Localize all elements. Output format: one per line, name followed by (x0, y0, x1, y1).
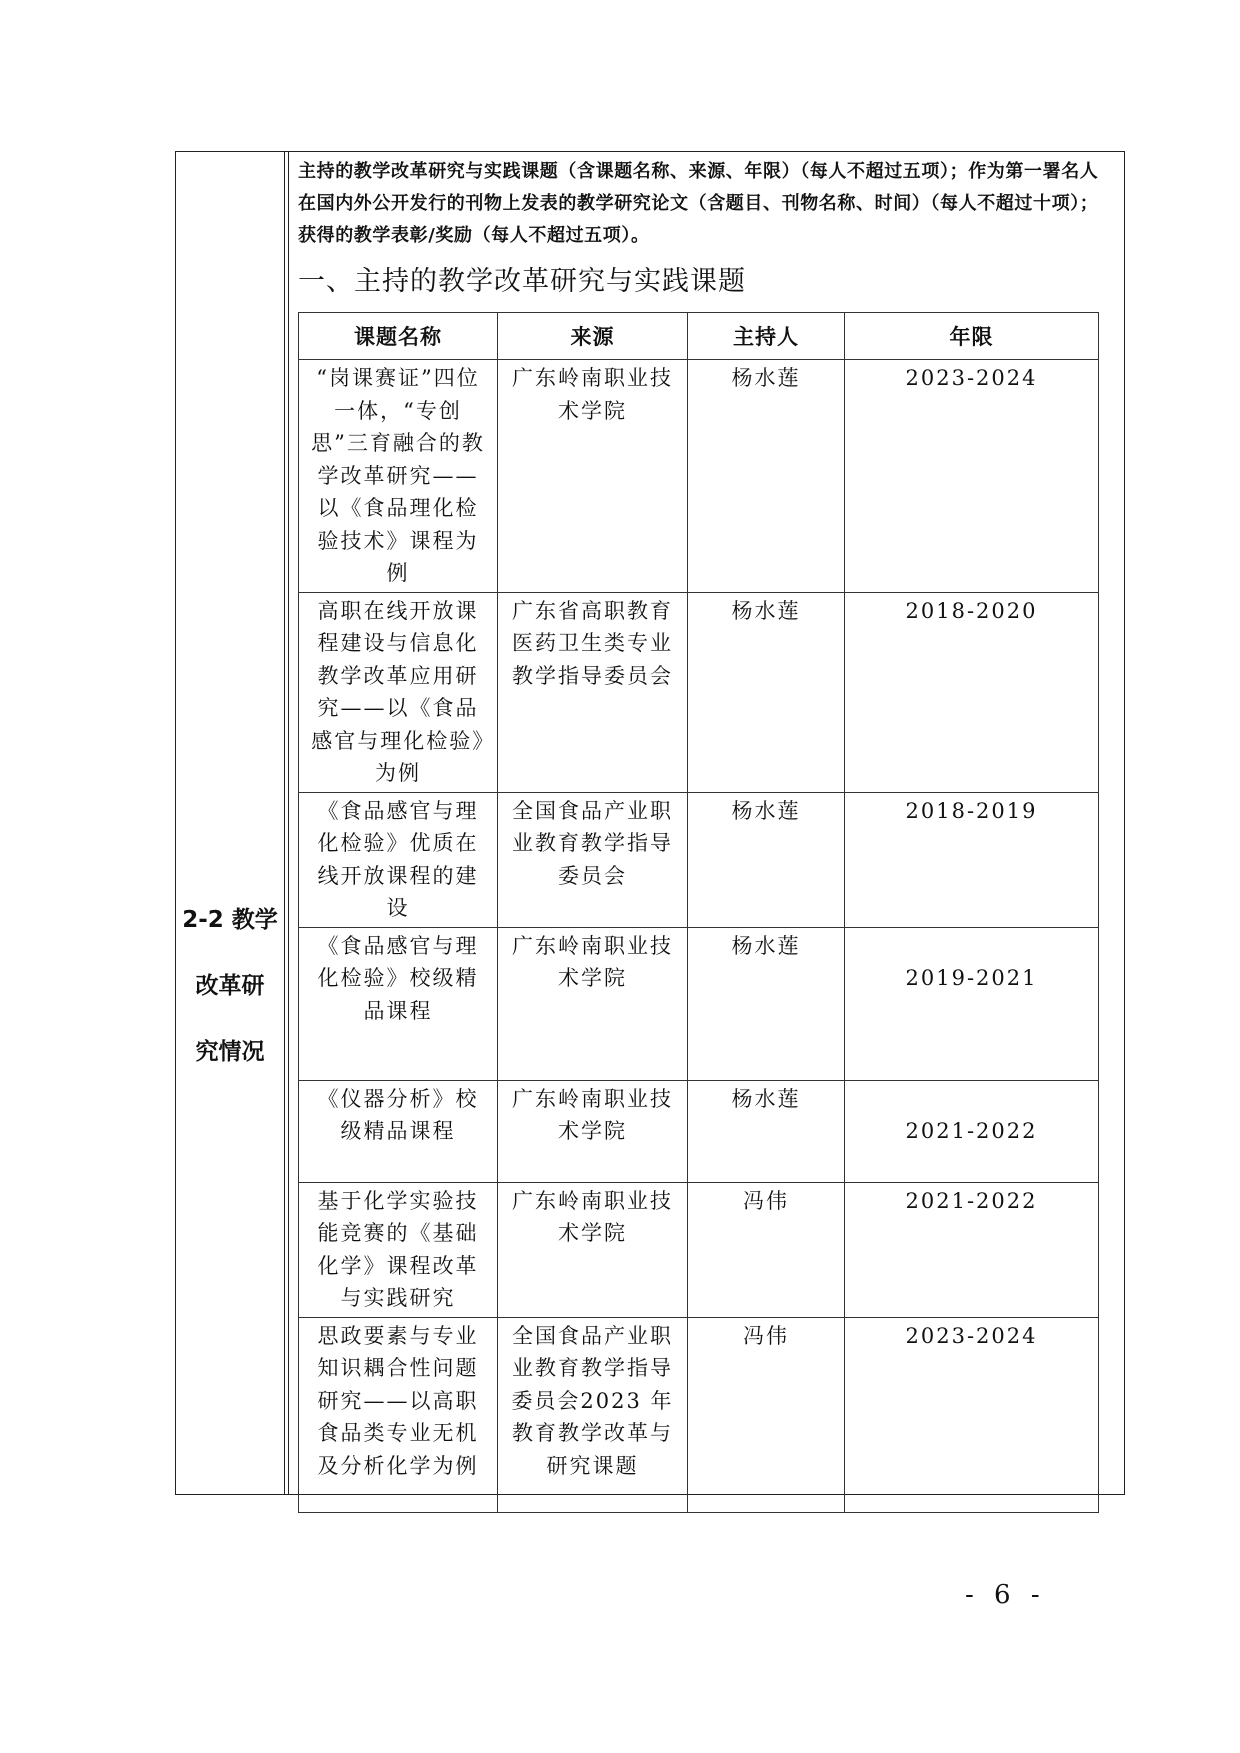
section-label (176, 887, 284, 1085)
cell-years: 2023-2024 (845, 1317, 1099, 1512)
section-label-line: 究情况 (195, 1039, 265, 1065)
form-frame (175, 151, 1125, 1495)
cell-source: 广东岭南职业技术学院 (498, 360, 688, 593)
section-label-line: 2-2 教学 (182, 907, 278, 933)
cell-years: 2019-2021 (905, 965, 1038, 990)
section-heading: 一、主持的教学改革研究与实践课题 (298, 266, 746, 297)
table-row (299, 792, 1099, 927)
cell-host: 冯伟 (688, 1182, 845, 1317)
cell-name: 《食品感官与理化检验》优质在线开放课程的建设 (299, 792, 498, 927)
cell-source: 全国食品产业职业教育教学指导委员会2023 年教育教学改革与研究课题 (498, 1317, 688, 1512)
projects-table (298, 312, 1099, 1513)
cell-years: 2018-2019 (845, 792, 1099, 927)
header-name: 课题名称 (299, 313, 498, 360)
cell-source: 广东岭南职业技术学院 (498, 927, 688, 1080)
section-label-column (176, 152, 288, 1494)
cell-host: 冯伟 (688, 1317, 845, 1512)
table-header-row (299, 313, 1099, 360)
table-row (299, 1317, 1099, 1512)
cell-source: 广东省高职教育医药卫生类专业教学指导委员会 (498, 592, 688, 792)
cell-host: 杨水莲 (688, 592, 845, 792)
cell-host: 杨水莲 (688, 927, 845, 1080)
cell-host: 杨水莲 (688, 1080, 845, 1182)
cell-name: 《食品感官与理化检验》校级精品课程 (299, 927, 498, 1080)
table-row (299, 1080, 1099, 1182)
table-row (299, 360, 1099, 593)
section-content (298, 152, 1116, 1494)
cell-years: 2018-2020 (845, 592, 1099, 792)
header-host: 主持人 (688, 313, 845, 360)
cell-name: 《仪器分析》校级精品课程 (299, 1080, 498, 1182)
cell-name: 基于化学实验技能竞赛的《基础化学》课程改革与实践研究 (299, 1182, 498, 1317)
cell-source: 广东岭南职业技术学院 (498, 1080, 688, 1182)
instructions-text: 主持的教学改革研究与实践课题（含课题名称、来源、年限）（每人不超过五项）；作为第一署名人在国内外公开发行的刊物上发表的教学研究论文（含题目、刊物名称、时间）（每人不超过十项）；获得的教学表彰/奖励（每人不超过五项）。 (298, 161, 1099, 246)
cell-name: 思政要素与专业知识耦合性问题研究——以高职食品类专业无机及分析化学为例 (299, 1317, 498, 1512)
header-years: 年限 (845, 313, 1099, 360)
cell-source: 全国食品产业职业教育教学指导委员会 (498, 792, 688, 927)
cell-years: 2021-2022 (905, 1118, 1038, 1143)
cell-years: 2023-2024 (845, 360, 1099, 593)
section-label-line: 改革研 (195, 973, 265, 999)
table-row (299, 592, 1099, 792)
cell-name: “岗课赛证”四位一体，“专创思”三育融合的教学改革研究——以《食品理化检验技术》课程为例 (299, 360, 498, 593)
cell-years: 2021-2022 (845, 1182, 1099, 1317)
cell-source: 广东岭南职业技术学院 (498, 1182, 688, 1317)
header-source: 来源 (498, 313, 688, 360)
page-number: - 6 - (965, 1580, 1046, 1610)
table-row (299, 927, 1099, 1080)
table-row (299, 1182, 1099, 1317)
cell-name: 高职在线开放课程建设与信息化教学改革应用研究——以《食品感官与理化检验》为例 (299, 592, 498, 792)
double-divider (284, 152, 289, 1494)
cell-host: 杨水莲 (688, 792, 845, 927)
cell-host: 杨水莲 (688, 360, 845, 593)
